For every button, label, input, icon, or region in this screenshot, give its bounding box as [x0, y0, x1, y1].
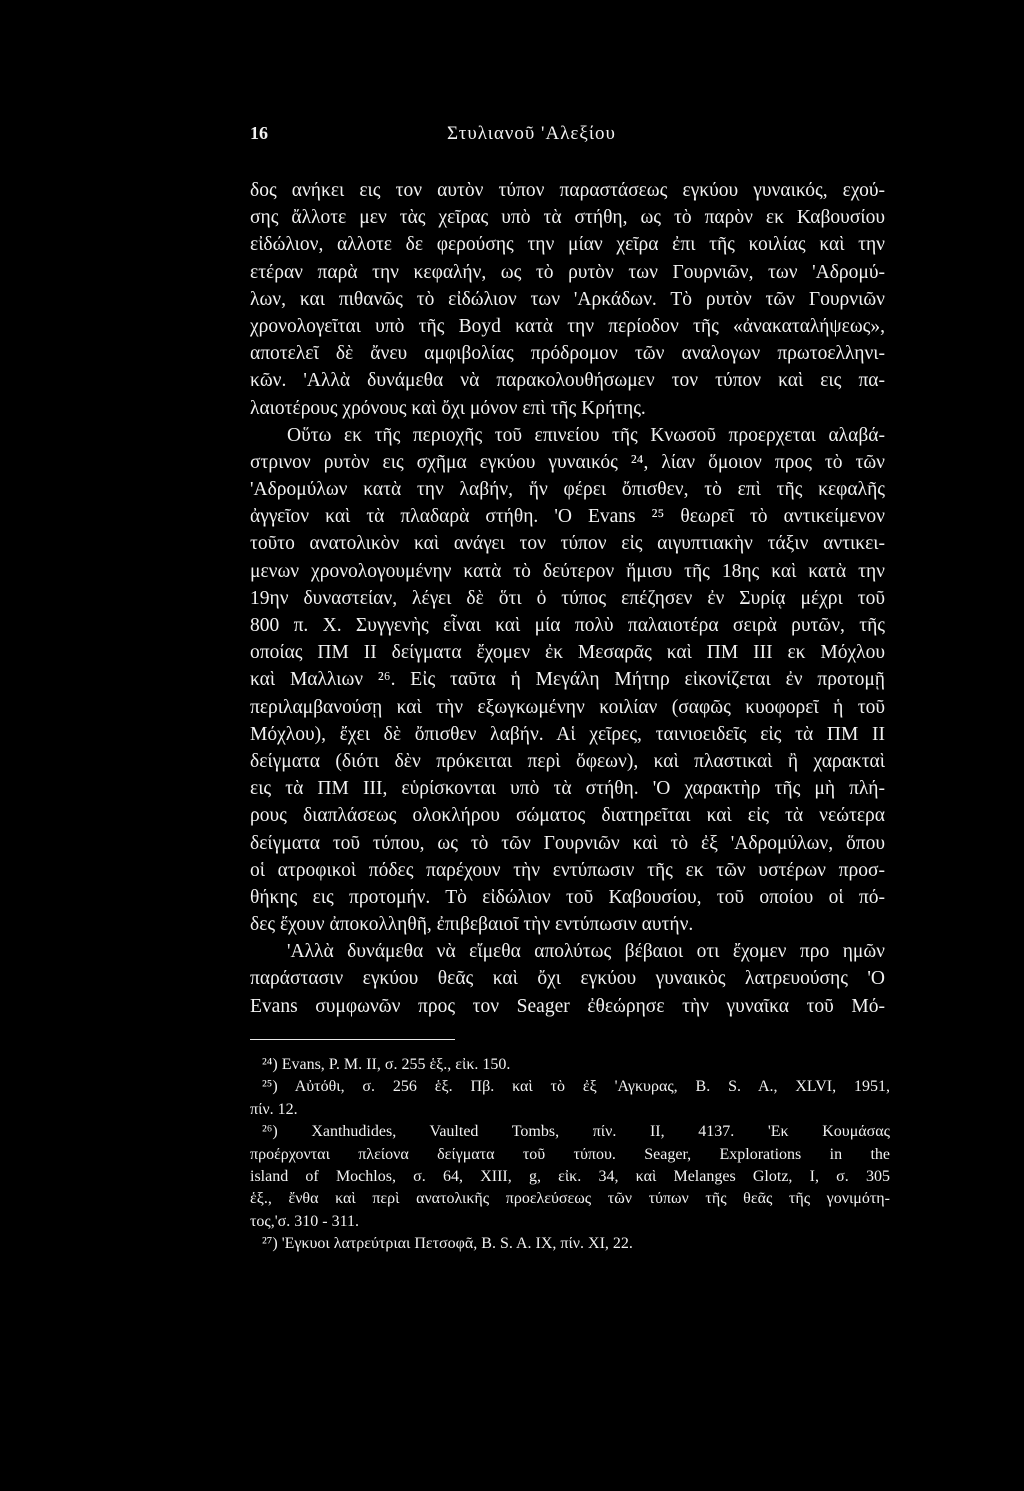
footnote-divider [250, 1039, 455, 1040]
body-line: 800 π. Χ. Συγγενὴς εἶναι καὶ μία πολὺ παλαιοτέρα σειρὰ ρυτῶν, τῆς [250, 615, 885, 636]
body-line: εις τὰ ΠΜ ΙΙΙ, εὑρίσκονται υπὸ τὰ στήθη. 'Ο χαρακτὴρ τῆς μὴ πλή- [250, 778, 885, 800]
body-line: δείγματα τοῦ τύπου, ως τὸ τῶν Γουρνιῶν καὶ τὸ ἐξ 'Αδρομύλων, ὅπου [250, 832, 885, 854]
footnote-line: προέρχονται πλείονα δείγματα τοῦ τύπου. Seager, Explorations in the [250, 1145, 890, 1163]
body-line: καὶ Μαλλιων ²⁶. Εἰς ταῦτα ἡ Μεγάλη Μήτηρ εἰκονίζεται ἐν προτομῇ [250, 669, 885, 691]
body-line: μενων χρονολογουμένην κατὰ τὸ δεύτερον ἥμισυ τῆς 18ης καὶ κατὰ την [250, 560, 885, 582]
body-line: οἱ ατροφικοὶ πόδες παρέχουν τὴν εντύπωσιν τῆς εκ τῶν υστέρων προσ- [250, 859, 885, 881]
body-line: ρους διαπλάσεως ολοκλήρου σώματος διατηρεῖται καὶ εἰς τὰ νεώτερα [250, 805, 885, 827]
body-line: θήκης εις προτομήν. Τὸ εἰδώλιον τοῦ Καβουσίου, τοῦ οποίου οἱ πό- [250, 886, 885, 908]
page-number: 16 [250, 123, 268, 143]
body-line: 'Αλλὰ δυνάμεθα νὰ εἴμεθα απολύτως βέβαιοι οτι ἔχομεν προ ημῶν [287, 941, 885, 963]
footnote-line: ²⁴) Evans, P. M. II, σ. 255 ἑξ., εἰκ. 150. [262, 1056, 511, 1073]
body-line: παράστασιν εγκύου θεᾶς καὶ ὄχι εγκύου γυναικὸς λατρευούσης 'Ο [250, 968, 885, 990]
body-line: χρονολογεῖται υπὸ τῆς Boyd κατὰ την περίοδον τῆς «ἀνακαταλήψεως», [250, 315, 885, 337]
running-head: Στυλιανοῦ 'Αλεξίου [447, 123, 616, 144]
body-line: λων, και πιθανῶς τὸ εἰδώλιον των 'Αρκάδων. Τὸ ρυτὸν τῶν Γουρνιῶν [250, 288, 885, 310]
footnotes [250, 1054, 890, 1256]
body-line: δες ἔχουν ἀποκολληθῆ, ἐπιβεβαιοῖ τὴν εντύπωσιν αυτήν. [250, 914, 694, 936]
footnote-line: ²⁵) Αὐτόθι, σ. 256 ἑξ. Πβ. καὶ τὸ ἐξ 'Αγκυρας, B. S. A., XLVI, 1951, [262, 1078, 890, 1096]
footnote-line: ἑξ., ἔνθα καὶ περὶ ανατολικῆς προελεύσεως τῶν τύπων τῆς θεᾶς τῆς γονιμότη- [250, 1190, 890, 1208]
body-line: αποτελεῖ δὲ ἄνευ αμφιβολίας πρόδρομον τῶν αναλογων πρωτοελληνι- [250, 343, 885, 365]
body-line: σης ἄλλοτε μεν τὰς χεῖρας υπὸ τὰ στήθη, ως τὸ παρὸν εκ Καβουσίου [250, 207, 885, 229]
body-line: δος ανήκει εις τον αυτὸν τύπον παραστάσεως εγκύου γυναικός, εχού- [250, 180, 885, 201]
body-line: περιλαμβανούσῃ καὶ τὴν εξωγκωμένην κοιλίαν (σαφῶς κυοφορεῖ ἡ τοῦ [250, 696, 885, 718]
page-header [0, 123, 1024, 153]
body-line: οποίας ΠΜ ΙΙ δείγματα ἔχομεν ἐκ Μεσαρᾶς καὶ ΠΜ ΙΙΙ εκ Μόχλου [250, 642, 885, 664]
footnote-line: island of Mochlos, σ. 64, XIII, g, εἰκ. 34, καὶ Melanges Glotz, I, σ. 305 [250, 1167, 890, 1185]
body-line: 19ην δυναστείαν, λέγει δὲ ὅτι ὁ τύπος επέζησεν ἐν Συρίᾳ μέχρι τοῦ [250, 587, 885, 609]
body-line: κῶν. 'Αλλὰ δυνάμεθα νὰ παρακολουθήσωμεν τον τύπον καὶ εις πα- [250, 370, 885, 392]
body-line: 'Αδρομύλων κατὰ την λαβήν, ἥν φέρει ὄπισθεν, τὸ επὶ τῆς κεφαλῆς [250, 479, 885, 501]
body-line: στρινον ρυτὸν εις σχῆμα εγκύου γυναικός ²⁴, λίαν ὅμοιον προς τὸ τῶν [250, 451, 885, 473]
body-line: λαιοτέρους χρόνους καὶ ὄχι μόνον επὶ τῆς Κρήτης. [250, 397, 646, 419]
body-line: ετέραν παρὰ την κεφαλήν, ως τὸ ρυτὸν των Γουρνιῶν, των 'Αδρομύ- [250, 261, 885, 283]
footnote-line: πίν. 12. [250, 1100, 298, 1118]
body-text [250, 177, 885, 1020]
footnote-line: ²⁶) Xanthudides, Vaulted Tombs, πίν. II, 4137. 'Εκ Κουμάσας [262, 1123, 890, 1141]
body-line: εἰδώλιον, αλλοτε δε φερούσης την μίαν χεῖρα ἐπι τῆς κοιλίας καὶ την [250, 234, 885, 256]
footnote-line: τος,'σ. 310 - 311. [250, 1212, 360, 1230]
body-line: Οὕτω εκ τῆς περιοχῆς τοῦ επινείου τῆς Κνωσοῦ προερχεται αλαβά- [287, 424, 885, 446]
body-line: δείγματα (διότι δὲν πρόκειται περὶ ὄφεων), καὶ πλαστικαὶ ἢ χαρακταὶ [250, 750, 885, 772]
body-line: Evans συμφωνῶν προς τον Seager ἐθεώρησε τὴν γυναῖκα τοῦ Μό- [250, 995, 885, 1017]
footnote-line: ²⁷) 'Εγκυοι λατρεύτριαι Πετσοφᾶ, B. S. A. IX, πίν. XI, 22. [262, 1235, 633, 1253]
body-line: ἀγγεῖον καὶ τὰ πλαδαρὰ στήθη. 'Ο Evans ²⁵ θεωρεῖ τὸ αντικείμενον [250, 506, 885, 528]
body-line: τοῦτο ανατολικὸν καὶ ανάγει τον τύπον εἰς αιγυπτιακὴν τάξιν αντικει- [250, 533, 885, 555]
body-line: Μόχλου), ἔχει δὲ ὄπισθεν λαβήν. Αἱ χεῖρες, ταινιοειδεῖς εἰς τὰ ΠΜ ΙΙ [250, 723, 885, 745]
